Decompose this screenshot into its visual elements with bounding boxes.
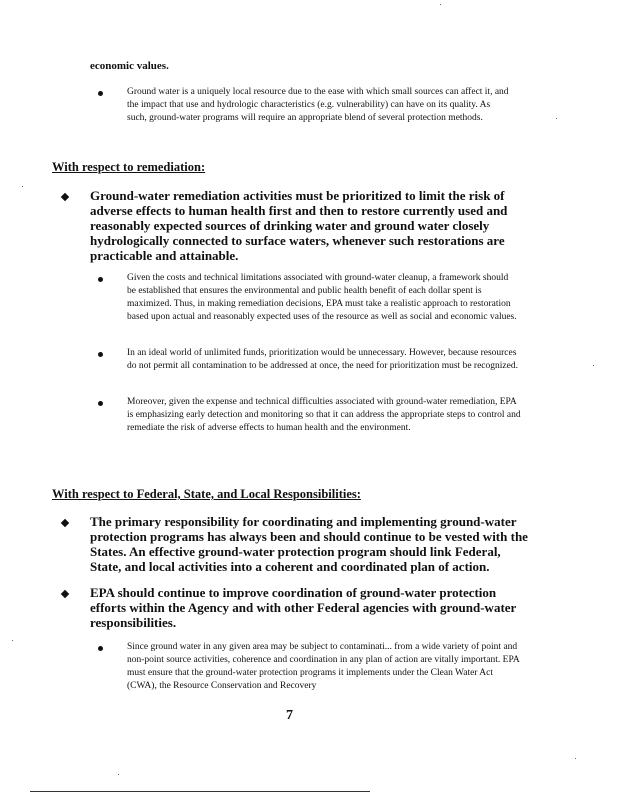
scan-speck — [118, 774, 119, 775]
section-heading-remediation: With respect to remediation: — [52, 160, 206, 174]
page-number: 7 — [286, 708, 293, 723]
scan-speck — [440, 4, 441, 5]
diamond-bullet-icon — [61, 519, 69, 527]
scan-speck — [556, 118, 557, 119]
responsibilities-sub: Since ground water in any given area may be subject to contaminati... from a wide variety of point and non-point source activities, coherence and coordination in any plan of action are vitally important. EPA must ensure that the ground-water protection programs it implements under the Clean Water Act (CWA), the Resource Conservation and Recovery — [127, 642, 520, 691]
intro-line: economic values. — [90, 60, 169, 72]
responsibilities-main-1: The primary responsibility for coordinating and implementing ground-water protection programs has always been and should continue to be vested with the States. An effective ground-water protection program should link Federal, State, and local activities into a coherent and coordinated plan of action. — [90, 514, 528, 574]
responsibilities-main-2: EPA should continue to improve coordination of ground-water protection efforts within the Agency and with other Federal agencies with ground-water responsibilities. — [90, 585, 517, 630]
remediation-sub-1: Given the costs and technical limitations associated with ground-water cleanup, a framework should be established that ensures the environmental and public health benefit of each dollar spent is maximized. Thus, in making remediation decisions, EPA must take a realistic approach to restoration based upon actual and reasonably expected uses of the resource as well as social and economic values. — [127, 273, 517, 322]
scan-speck — [12, 640, 13, 641]
diamond-bullet-icon — [61, 193, 69, 201]
bottom-rule — [30, 791, 370, 792]
scan-speck — [575, 758, 576, 759]
bullet-icon — [98, 352, 103, 357]
bullet-icon — [98, 646, 103, 651]
bullet-icon — [98, 401, 103, 406]
bullet-icon — [98, 91, 103, 96]
diamond-bullet-icon — [61, 590, 69, 598]
remediation-sub-3: Moreover, given the expense and technical difficulties associated with ground-water remediation, EPA is emphasizing early detection and monitoring so that it can address the appropriate steps to control and remediate the risk of adverse effects to human health and the environment. — [127, 397, 521, 433]
scan-speck — [593, 365, 594, 366]
section-heading-responsibilities: With respect to Federal, State, and Local Responsibilities: — [52, 487, 361, 501]
remediation-sub-2: In an ideal world of unlimited funds, prioritization would be unnecessary. However, because resources do not permit all contamination to be addressed at once, the need for prioritization must be recognized. — [127, 348, 518, 371]
bullet-icon — [98, 277, 103, 282]
remediation-main-text: Ground-water remediation activities must be prioritized to limit the risk of adverse effects to human health first and then to restore currently used and reasonably expected sources of drinking water and ground water closely hydrologically connected to surface waters, whenever such restorations are practicable and attainable. — [90, 188, 508, 263]
intro-bullet-text: Ground water is a uniquely local resource due to the ease with which small sources can affect it, and the impact that use and hydrologic characteristics (e.g. vulnerability) can have on its quality. As such, ground-water programs will require an appropriate blend of several protection methods. — [127, 87, 509, 123]
scan-speck — [22, 186, 23, 187]
